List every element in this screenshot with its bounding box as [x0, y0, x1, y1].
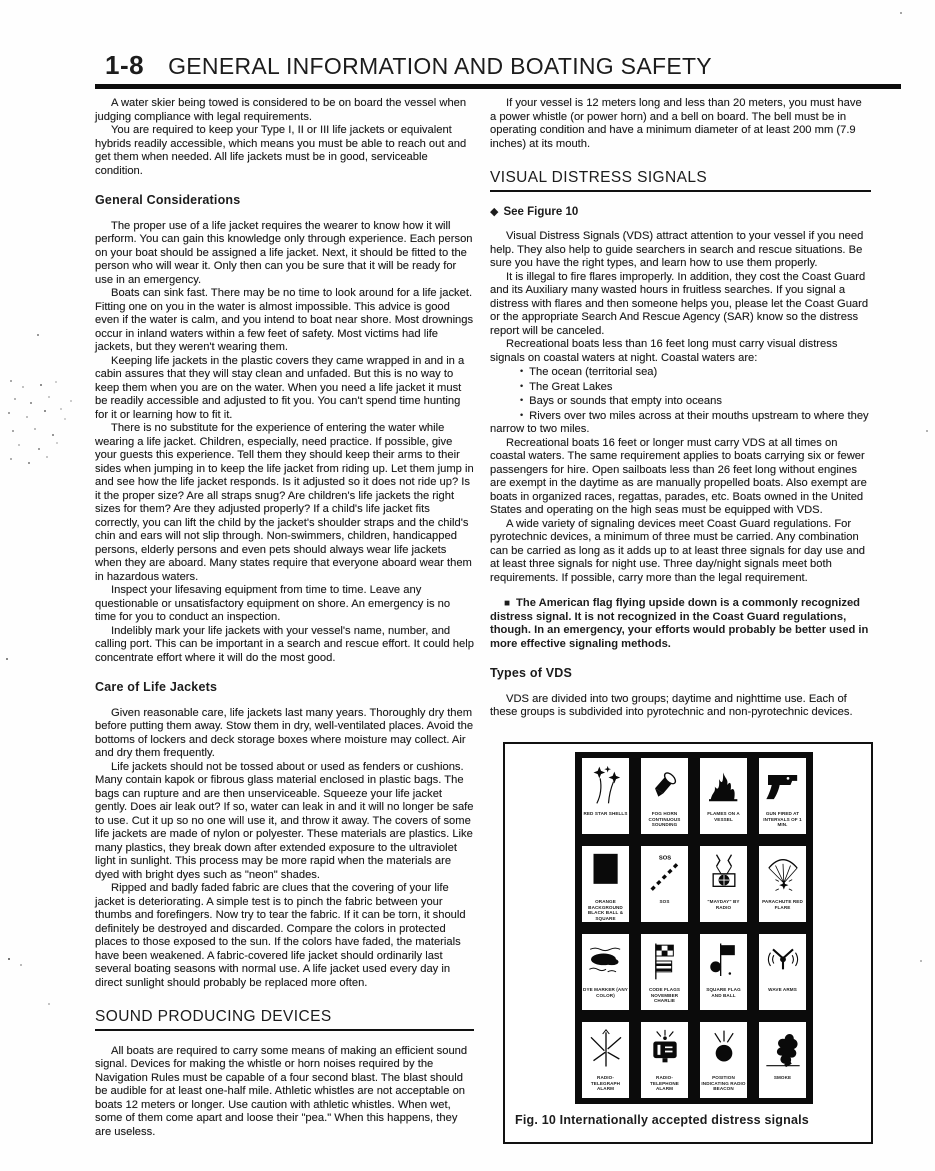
signal-label: DYE MARKER (ANY COLOR)	[583, 987, 628, 998]
bullet-icon: •	[520, 395, 524, 405]
signal-cell	[759, 846, 806, 922]
radio-telephone-alarm-icon	[645, 1023, 685, 1075]
paragraph: If your vessel is 12 meters long and less than 20 meters, you must have a power whistle (or power horn) and a bell on board. The bell must be in operating condition and have a minimum diameter of at least 200 mm (7.9 inches) at its mouth.	[490, 97, 862, 150]
signal-label: POSITION INDICATING RADIO BEACON	[701, 1075, 746, 1092]
signal-cell	[700, 934, 747, 1010]
signal-label: RADIO-TELEGRAPH ALARM	[590, 1075, 621, 1092]
paragraph: It is illegal to fire flares improperly. In addition, they cost the Coast Guard and its Auxiliary many wasted hours in fruitless searches. If you signal a distress with flares and then someone helps you, please let the Coast Guard or the appropriate Search And Rescue Agency (SAR) know so the distress report will be canceled.	[490, 270, 869, 337]
red-star-shells-icon	[586, 759, 626, 811]
signal-cell	[759, 1022, 806, 1098]
square-bullet-icon: ■	[504, 598, 511, 609]
signal-cell	[582, 758, 629, 834]
header-rule	[95, 84, 901, 89]
dye-marker-icon	[586, 935, 626, 987]
distress-signal-grid	[575, 752, 813, 1104]
signal-label: SOS	[659, 899, 670, 904]
paragraph: Life jackets should not be tossed about or used as fenders or cushions. Many contain kapok or fibrous glass material enclosed in plastic bags. The bags can rupture and are then unserviceable. Squeeze your life jacket gently. Does air leak out? If so, water can leak in and it will no longer be safe to use. Cut it up so no one will use it, and throw it away. The covers of some life jackets are made of nylon or polyester. These materials are plastics. Like many plastics, they break down after extended exposure to the ultraviolet light in sunlight. This process may be more rapid when the materials are dyed with bright dyes such as "neon" shades.	[95, 760, 474, 881]
epirb-icon	[704, 1023, 744, 1075]
svg-text:SOS: SOS	[658, 855, 671, 862]
paragraph: A water skier being towed is considered to be on board the vessel when judging compliance with legal requirements.	[95, 97, 467, 123]
square-flag-ball-icon	[704, 935, 744, 987]
list-item	[490, 409, 871, 437]
signal-label: GUN FIRED AT INTERVALS OF 1 MIN.	[763, 811, 802, 828]
signal-label: SMOKE	[773, 1075, 792, 1080]
gun-icon	[763, 759, 803, 811]
signal-label: "MAYDAY" BY RADIO	[707, 899, 740, 910]
paragraph: Given reasonable care, life jackets last many years. Thoroughly dry them before putting them away. Stow them in dry, well-ventilated places. Avoid the bottoms of lockers and deck storage boxes where moisture may collect. Air and dry them frequently.	[95, 706, 474, 759]
list-item	[490, 394, 871, 409]
heading-general-considerations: General Considerations	[95, 193, 241, 207]
smoke-icon	[763, 1023, 803, 1075]
paragraph: There is no substitute for the experience of entering the water while wearing a life jacket. Children, especially, need practice. If possible, give your guests this experience. Tell them they should keep their arms to their sides when jumping in to keep the life jacket from riding up. Let them jump in and see how the life jacket responds. Is it adjusted so it does not ride up? Is it the proper size? Are all straps snug? Are children's life jackets the right sizes for them? Are they adjusted properly? If a child's life jacket fits correctly, you can lift the child by the jacket's shoulder straps and the child's chin and ears will not slip through. Non-swimmers, children, handicapped persons, elderly persons and even pets should always wear life jackets when they are aboard. Many states require that everyone aboard wear them in hazardous waters.	[95, 422, 474, 583]
signal-label: FLAMES ON A VESSEL	[707, 811, 740, 822]
list-item	[490, 380, 871, 395]
signal-cell	[641, 934, 688, 1010]
bullet-icon: •	[520, 366, 524, 376]
paragraph: Ripped and badly faded fabric are clues that the covering of your life jacket is deteriorating. A simple test is to pinch the fabric between your thumbs and forefingers. Now try to tear the fabric. If it can be torn, it should definitely be destroyed and discarded. Compare the colors in protected places to those exposed to the sun. If the colors have faded, the materials have been weakened. A fabric-covered life jacket should ordinarily last several boating seasons with normal use. A life jacket used every day in direct sunlight should probably be replaced more often.	[95, 882, 466, 989]
paragraph: Visual Distress Signals (VDS) attract attention to your vessel if you need help. They also help to guide searchers in search and rescue situations. Be sure you have the right types, and learn how to use them properly.	[490, 230, 864, 269]
signal-cell	[700, 1022, 747, 1098]
paragraph: VDS are divided into two groups; daytime and nighttime use. Each of these groups is subdivided into pyrotechnic and non-pyrotechnic devices.	[490, 692, 853, 718]
fog-horn-icon	[645, 759, 685, 811]
signal-label: RED STAR SHELLS	[583, 811, 628, 816]
radio-telegraph-alarm-icon	[586, 1023, 626, 1075]
signal-label: WAVE ARMS	[768, 987, 797, 992]
radio-mayday-icon	[704, 847, 744, 899]
section-heading-sound-producing-devices: SOUND PRODUCING DEVICES	[95, 1010, 474, 1031]
heading-care-of-life-jackets: Care of Life Jackets	[95, 680, 218, 694]
code-flags-icon	[645, 935, 685, 987]
note-text: The American flag flying upside down is a commonly recognized distress signal. It is not recognized in the Coast Guard regulations, though. In an emergency, your efforts would probably be better used in more effective signaling methods.	[490, 597, 869, 650]
paragraph: Recreational boats less than 16 feet long must carry visual distress signals on coastal waters at night. Coastal waters are:	[490, 338, 838, 364]
figure-caption: Fig. 10 Internationally accepted distress signals	[515, 1113, 809, 1127]
signal-label: ORANGE BACKGROUND BLACK BALL & SQUARE	[587, 899, 624, 922]
paragraph: All boats are required to carry some means of making an efficient sound signal. Devices for making the whistle or horn noises required by the Navigation Rules must be capable of a four second blast. The blast should be audible for at least one-half mile. Athletic whistles are not acceptable on boats 12 meters or longer. Use caution with athletic whistles. When wet, some of them come apart and loose their "pea." When this happens, they are useless.	[95, 1044, 468, 1138]
figure-10-box	[503, 742, 873, 1144]
list-item-text: Rivers over two miles across at their mouths upstream to where they narrow to two miles.	[490, 409, 869, 435]
signal-cell	[582, 1022, 629, 1098]
heading-types-of-vds: Types of VDS	[490, 666, 573, 680]
signal-cell	[641, 846, 688, 922]
signal-label: SQUARE FLAG AND BALL	[706, 987, 741, 998]
signal-cell	[582, 934, 629, 1010]
paragraph: Inspect your lifesaving equipment from time to time. Leave any questionable or unsatisfactory equipment on shore. An emergency is no time for you to conduct an inspection.	[95, 584, 451, 623]
paragraph: A wide variety of signaling devices meet Coast Guard regulations. For pyrotechnic devices, a minimum of three must be carried. Any combination can be carried as long as it adds up to at least three signals for day use and at least three signals for night use. Three day/night signals meet both requirements. If possible, carry more than the legal requirement.	[490, 517, 866, 584]
orange-flag-icon	[586, 847, 626, 899]
signal-cell	[641, 1022, 688, 1098]
paragraph: You are required to keep your Type I, II or III life jackets or equivalent hybrids readily accessible, which means you must be able to reach out and get them when needed. All life jackets must be in good, serviceable condition.	[95, 124, 467, 177]
list-item-text: The ocean (territorial sea)	[529, 366, 658, 378]
signal-label: FOG HORN CONTINUOUS SOUNDING	[648, 811, 681, 828]
section-heading-visual-distress-signals: VISUAL DISTRESS SIGNALS	[490, 171, 871, 192]
page-number: 1-8	[105, 50, 145, 80]
paragraph: Boats can sink fast. There may be no time to look around for a life jacket. Fitting one on you in the water is almost impossible. This advice is good even if the water is calm, and you intend to boat near shore. Most drownings occur in inland waters within a few feet of safety. Most victims had life jackets, but they weren't wearing them.	[95, 287, 474, 353]
paragraph: Keeping life jackets in the plastic covers they came wrapped in and in a cabin assures that they will stay clean and unfaded. But this is no way to keep them when you are on the water. When you need a life jacket it must be readily accessible and adjusted to fit you. You can't spend time hunting for it or learning how to fit it.	[95, 354, 465, 421]
list-item	[490, 365, 871, 380]
signal-cell	[700, 758, 747, 834]
signal-label: PARACHUTE RED FLARE	[762, 899, 803, 910]
signal-cell	[582, 846, 629, 922]
note-paragraph	[490, 597, 871, 651]
left-column	[95, 97, 474, 1139]
page-title: GENERAL INFORMATION AND BOATING SAFETY	[168, 53, 712, 79]
wave-arms-icon	[763, 935, 803, 987]
see-figure-reference	[490, 206, 871, 220]
bullet-icon: •	[520, 409, 524, 420]
flames-on-vessel-icon	[704, 759, 744, 811]
signal-cell	[700, 846, 747, 922]
list-item-text: Bays or sounds that empty into oceans	[529, 395, 722, 407]
diamond-icon: ◆	[490, 205, 499, 218]
see-figure-text: See Figure 10	[503, 205, 579, 218]
signal-label: CODE FLAGS NOVEMBER CHARLIE	[648, 987, 681, 1004]
paragraph: Indelibly mark your life jackets with your vessel's name, number, and calling port. This can be important in a search and rescue effort. It could help concentrate effort where it will do the most good.	[95, 624, 474, 664]
sos-icon	[645, 847, 685, 899]
paragraph: Recreational boats 16 feet or longer must carry VDS at all times on coastal waters. The same requirement applies to boats carrying six or fewer passengers for hire. Open sailboats less than 26 feet long without engines are exempt in the daytime as are manually propelled boats. Also exempt are boats in organized races, regattas, parades, etc. Boats owned in the United States and operating on the high seas must be equipped with VDS.	[490, 436, 867, 516]
bullet-icon: •	[520, 380, 524, 391]
right-column	[490, 97, 871, 720]
list-item-text: The Great Lakes	[529, 380, 613, 393]
signal-cell	[759, 934, 806, 1010]
page-header	[105, 50, 712, 81]
signal-cell	[759, 758, 806, 834]
scan-noise	[0, 0, 2, 2]
signal-cell	[641, 758, 688, 834]
signal-label: RADIO-TELEPHONE ALARM	[650, 1075, 679, 1092]
parachute-flare-icon	[763, 847, 803, 899]
paragraph: The proper use of a life jacket requires the wearer to know how it will perform. You can gain this knowledge only through experience. Each person on your boat should be assigned a life jacket. Next, it should be fitted to the person who will wear it. Only then can you be sure that it will be ready for use in an emergency.	[95, 219, 473, 286]
